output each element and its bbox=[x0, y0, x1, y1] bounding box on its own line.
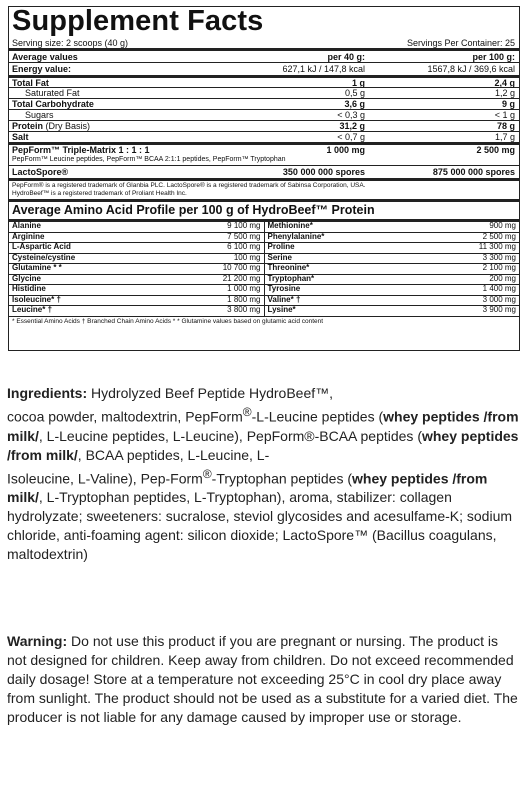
amino-name: Arginine bbox=[12, 231, 45, 241]
pepform-v1: 1 000 mg bbox=[326, 145, 365, 155]
amino-value: 7 500 mg bbox=[227, 231, 261, 241]
nutrient-name-suffix: (Dry Basis) bbox=[45, 121, 91, 131]
pepform-v2: 2 500 mg bbox=[476, 145, 515, 155]
lactospore-v2: 875 000 000 spores bbox=[432, 167, 515, 177]
amino-row bbox=[265, 306, 520, 317]
amino-value: 9 100 mg bbox=[227, 221, 261, 230]
warning-label: Warning: bbox=[7, 633, 68, 649]
amino-name: Isoleucine* † bbox=[12, 294, 61, 304]
nutrient-v1: < 0,3 g bbox=[337, 110, 365, 120]
nutrient-name: Total Carbohydrate bbox=[12, 99, 94, 109]
ingredients-text: -L-Leucine peptides ( bbox=[251, 408, 384, 425]
nutrient-name: Energy value: bbox=[12, 64, 72, 74]
pepform-sub-row bbox=[9, 155, 519, 165]
header-col1: per 40 g: bbox=[327, 51, 365, 62]
ingredients-text: -Tryptophan peptides ( bbox=[211, 470, 353, 487]
amino-name: Threonine* bbox=[267, 263, 310, 272]
warning-paragraph bbox=[7, 632, 519, 727]
nutrient-v2: 2,4 g bbox=[494, 77, 515, 88]
amino-row bbox=[265, 296, 520, 307]
ingredients-text: Isoleucine, L-Valine), Pep-Form bbox=[7, 470, 203, 487]
amino-value: 10 700 mg bbox=[222, 263, 261, 272]
serving-row bbox=[9, 36, 519, 48]
nutrient-v2: < 1 g bbox=[494, 110, 515, 120]
nutrient-v1: 627,1 kJ / 147,8 kcal bbox=[282, 64, 365, 74]
amino-name: L-Aspartic Acid bbox=[12, 242, 71, 251]
pepform-row bbox=[9, 142, 519, 155]
pepform-sub: PepForm™ Leucine peptides, PepForm™ BCAA 2:1:1 peptides, PepForm™ Tryptophan bbox=[12, 156, 286, 163]
ingredients-paragraph bbox=[7, 384, 519, 564]
nutrient-row-energy bbox=[9, 62, 519, 75]
amino-name: Glutamine * * bbox=[12, 263, 62, 272]
amino-value: 2 500 mg bbox=[482, 231, 516, 241]
nutrient-row-saturated-fat bbox=[9, 87, 519, 98]
panel-title: Supplement Facts bbox=[12, 6, 264, 37]
amino-row bbox=[265, 275, 520, 286]
amino-value: 1 000 mg bbox=[227, 284, 261, 293]
nutrient-v2: 1567,8 kJ / 369,6 kcal bbox=[427, 64, 515, 74]
ingredients-text: , L-Leucine peptides, L-Leucine), PepForm®-BCAA peptides ( bbox=[38, 427, 422, 444]
amino-name: Proline bbox=[267, 242, 295, 251]
nutrient-row-sugars bbox=[9, 109, 519, 120]
amino-name: Glycine bbox=[12, 273, 41, 283]
ingredients-text: Hydrolyzed Beef Peptide HydroBeef™, bbox=[87, 385, 334, 401]
nutrient-v1: 0,5 g bbox=[344, 88, 365, 98]
amino-column-left bbox=[9, 222, 264, 317]
amino-name: Histidine bbox=[12, 284, 46, 293]
amino-name: Tryptophan* bbox=[267, 273, 315, 283]
amino-footnote: * Essential Amino Acids † Branched Chain Amino Acids * * Glutamine values based on glutamic acid content bbox=[12, 317, 324, 325]
amino-value: 11 300 mg bbox=[478, 242, 516, 251]
nutrient-v2: 9 g bbox=[501, 99, 515, 109]
amino-row bbox=[9, 222, 264, 233]
allergen-text: whey peptides /from milk/ bbox=[7, 470, 488, 506]
amino-value: 6 100 mg bbox=[227, 242, 261, 251]
ingredients-label: Ingredients: bbox=[7, 385, 88, 401]
amino-grid bbox=[9, 222, 519, 317]
header-row bbox=[9, 48, 519, 62]
servings-per-container: Servings Per Container: 25 bbox=[406, 37, 515, 48]
nutrient-row-protein bbox=[9, 120, 519, 131]
amino-row bbox=[265, 264, 520, 275]
ingredients-text: , BCAA peptides, L-Leucine, L- bbox=[77, 446, 270, 463]
amino-value: 200 mg bbox=[489, 273, 516, 283]
allergen-text: whey peptides /from milk/ bbox=[7, 408, 519, 444]
amino-row bbox=[9, 285, 264, 296]
trademarks bbox=[9, 178, 519, 199]
trademark-line-2: HydroBeef™ is a registered trademark of Proliant Health Inc. bbox=[12, 190, 187, 197]
amino-row bbox=[9, 264, 264, 275]
lactospore-v1: 350 000 000 spores bbox=[282, 167, 365, 177]
warning-text: Do not use this product if you are pregnant or nursing. The product is not designed for children. Keep away from children. Do not exceed recommended daily dosage! Store at a temperature not exceeding 25°C in cool dry place away from sunlight. The product should not be used as a substitute for a varied diet. The producer is not liable for any damage caused by improper use or storage. bbox=[7, 633, 518, 725]
nutrient-v1: 3,6 g bbox=[344, 99, 365, 109]
amino-value: 900 mg bbox=[489, 221, 516, 230]
nutrient-name: Sugars bbox=[25, 110, 54, 120]
amino-name: Serine bbox=[267, 252, 292, 262]
amino-row bbox=[265, 222, 520, 233]
amino-name: Cysteine/cystine bbox=[12, 252, 76, 262]
nutrient-name: Saturated Fat bbox=[25, 88, 80, 98]
amino-value: 2 100 mg bbox=[482, 263, 516, 272]
serving-size: Serving size: 2 scoops (40 g) bbox=[12, 37, 129, 48]
nutrient-name: Salt bbox=[12, 132, 29, 142]
amino-value: 3 900 mg bbox=[482, 305, 516, 314]
amino-value: 3 300 mg bbox=[482, 252, 516, 262]
nutrient-v2: 78 g bbox=[496, 121, 515, 131]
nutrient-name: Total Fat bbox=[12, 77, 49, 88]
supplement-facts-panel bbox=[8, 6, 520, 351]
lactospore-name: LactoSpore® bbox=[12, 167, 69, 177]
amino-value: 1 400 mg bbox=[482, 284, 516, 293]
registered-mark: ® bbox=[202, 466, 212, 481]
amino-name: Alanine bbox=[12, 221, 41, 230]
amino-name: Tyrosine bbox=[267, 284, 301, 293]
pepform-name: PepForm™ Triple-Matrix 1 : 1 : 1 bbox=[12, 145, 150, 155]
amino-value: 3 000 mg bbox=[482, 294, 516, 304]
amino-value: 3 800 mg bbox=[227, 305, 261, 314]
amino-name: Lysine* bbox=[267, 305, 296, 314]
amino-row bbox=[265, 285, 520, 296]
amino-row bbox=[9, 275, 264, 286]
amino-value: 100 mg bbox=[233, 252, 261, 262]
amino-title: Average Amino Acid Profile per 100 g of HydroBeef™ Protein bbox=[9, 199, 519, 222]
allergen-text: whey peptides /from milk/ bbox=[7, 427, 519, 463]
header-label: Average values bbox=[12, 51, 78, 62]
amino-row bbox=[9, 243, 264, 254]
nutrient-v2: 1,2 g bbox=[494, 88, 515, 98]
registered-mark: ® bbox=[242, 405, 252, 419]
nutrient-row-total-fat bbox=[9, 75, 519, 87]
amino-row bbox=[9, 306, 264, 317]
amino-name: Phenylalanine* bbox=[267, 231, 325, 241]
amino-name: Valine* † bbox=[267, 294, 301, 304]
nutrient-v1: 31,2 g bbox=[339, 121, 365, 131]
nutrient-row-salt bbox=[9, 131, 519, 142]
amino-name: Methionine* bbox=[267, 221, 313, 230]
ingredients-text: cocoa powder, maltodextrin, PepForm bbox=[7, 408, 243, 425]
nutrient-name: Protein bbox=[12, 121, 44, 131]
nutrient-row-carbohydrate bbox=[9, 98, 519, 109]
amino-value: 1 800 mg bbox=[227, 294, 261, 304]
ingredients-text: , L-Tryptophan peptides, L-Tryptophan), aroma, stabilizer: collagen hydrolyzate; sweeteners: sucralose, steviol glycosides and acesulfame-K; sodium chloride, anti-foaming agent: silicon dioxide; LactoSpore™ (Bacillus coagulans, maltodextrin) bbox=[7, 489, 513, 563]
nutrient-v1: < 0,7 g bbox=[337, 132, 365, 142]
lactospore-row bbox=[9, 165, 519, 178]
amino-column-right bbox=[264, 222, 520, 317]
nutrient-v2: 1,7 g bbox=[494, 132, 515, 142]
amino-row bbox=[265, 243, 520, 254]
trademark-line-1: PepForm® is a registered trademark of Glanbia PLC. LactoSpore® is a registered trademark of Sabinsa Corporation, USA. bbox=[12, 182, 366, 189]
nutrient-v1: 1 g bbox=[351, 77, 365, 88]
amino-value: 21 200 mg bbox=[222, 273, 261, 283]
header-col2: per 100 g: bbox=[472, 51, 515, 62]
amino-name: Leucine* † bbox=[12, 305, 53, 314]
